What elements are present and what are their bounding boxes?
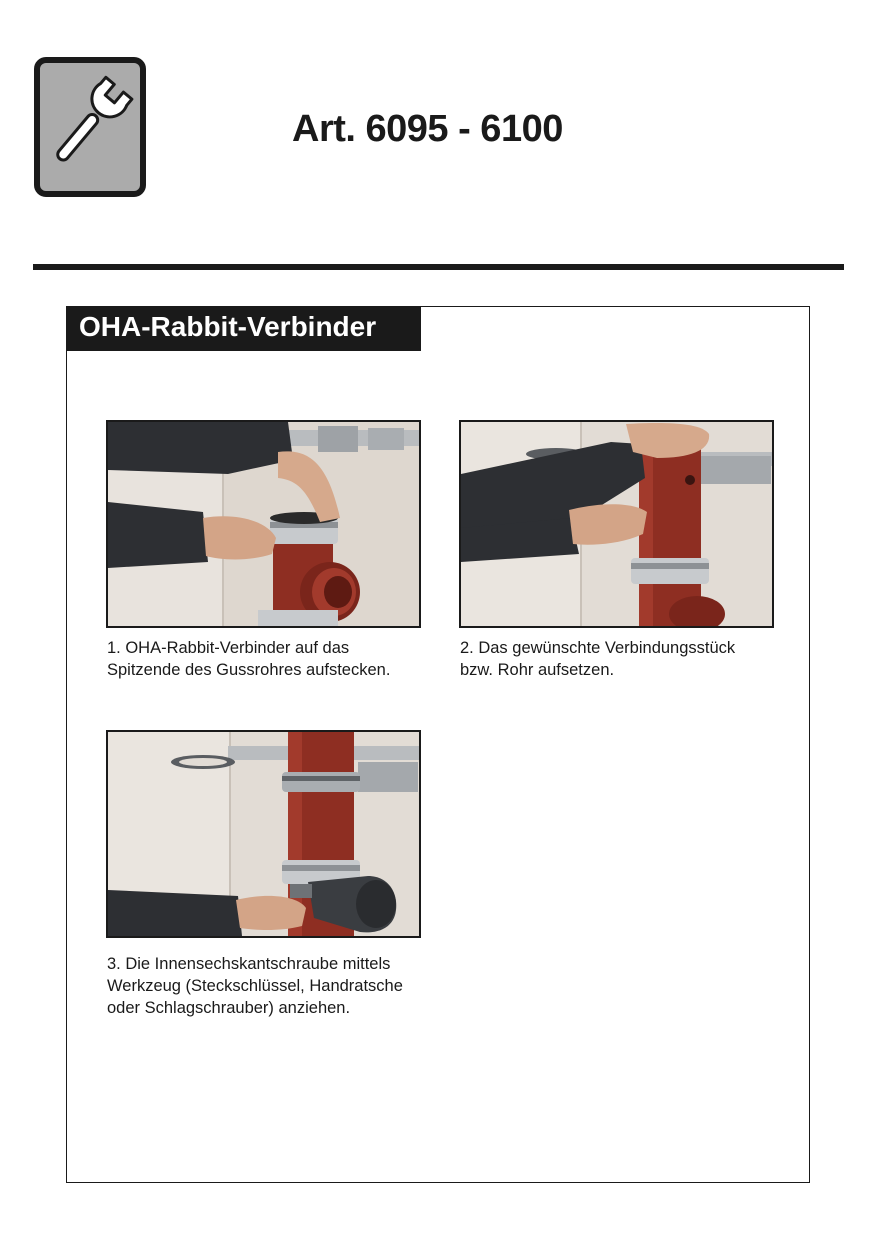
step-1-caption-line: 1. OHA-Rabbit-Verbinder auf das (107, 639, 350, 657)
step-3-caption (107, 953, 403, 1019)
step-3-photo (106, 730, 421, 938)
step-1-photo (106, 420, 421, 628)
step-3-caption-line: Werkzeug (Steckschlüssel, Handratsche (107, 977, 403, 995)
step-3-caption-line: oder Schlagschrauber) anziehen. (107, 999, 351, 1017)
article-title: Art. 6095 - 6100 (292, 108, 563, 150)
header-divider (33, 264, 844, 270)
section-title: OHA-Rabbit-Verbinder (79, 311, 377, 342)
step-1-caption-line: Spitzende des Gussrohres aufstecken. (107, 661, 391, 679)
step-2-photo (459, 420, 774, 628)
step-2-caption-line: 2. Das gewünschte Verbindungsstück (460, 639, 736, 657)
step-3-caption-line: 3. Die Innensechskantschraube mittels (107, 955, 391, 973)
step-2-caption-line: bzw. Rohr aufsetzen. (460, 661, 615, 679)
step-2-caption (460, 637, 735, 681)
step-1-caption (107, 637, 390, 681)
wrench-icon (34, 57, 146, 197)
